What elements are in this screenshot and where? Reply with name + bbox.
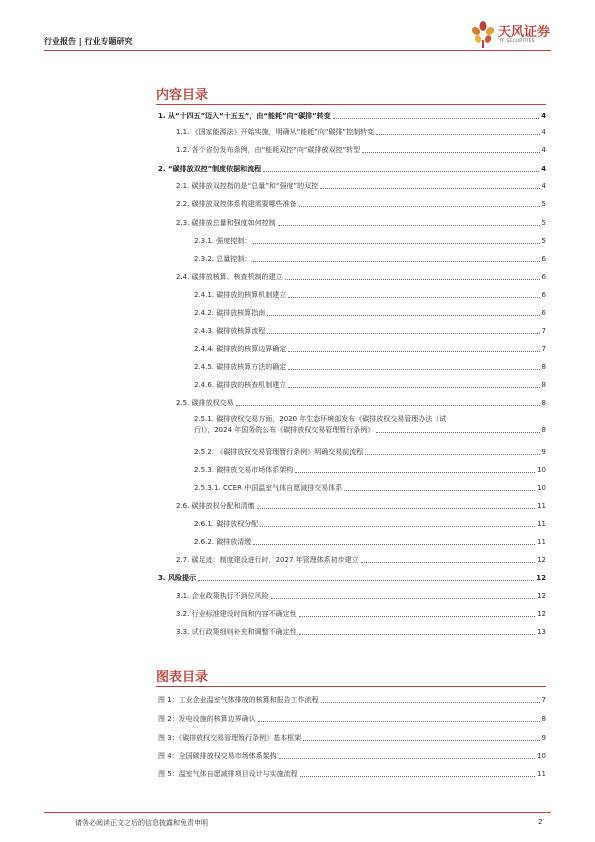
toc-entry-text: 2.3. 碳排放总量和强度如何控制 [176, 219, 276, 227]
toc-leader-dots [295, 472, 535, 473]
toc-entry[interactable] [194, 325, 546, 337]
toc-leader-dots [285, 279, 540, 280]
toc-entry-page: 11 [537, 538, 546, 546]
toc-leader-dots [260, 526, 535, 527]
toc-entry-text: 2.1. 碳排放双控指的是“总量”和“强度”的双控 [176, 182, 319, 190]
figure-entry-page: 11 [537, 770, 546, 778]
toc-entry-page: 4 [541, 165, 546, 173]
toc-leader-dots [333, 118, 539, 119]
figure-entry-text: 图 1：工业企业温室气体排放的核算和报告工作流程 [158, 696, 319, 704]
toc-entry-text: 2.4.5. 碳排放核算方法的确定 [194, 363, 287, 371]
toc-leader-dots [288, 369, 539, 370]
toc-entry[interactable] [176, 554, 546, 566]
toc-title: 内容目录 [156, 88, 209, 103]
toc-entry-page: 5 [541, 237, 546, 245]
toc-entry-text: 2.5.3.1. CCER 中国温室气体自愿减排交易体系 [194, 484, 343, 492]
toc-entry[interactable] [194, 307, 546, 319]
toc-entry-page: 8 [541, 363, 546, 371]
toc-leader-dots [320, 188, 539, 189]
toc-entry-text: 2.3.1. 强度控制： [194, 237, 252, 245]
figure-entry-page: 8 [541, 715, 546, 723]
toc-leader-dots [267, 333, 539, 334]
toc-leader-dots [299, 206, 540, 207]
toc-entry-page: 4 [541, 182, 546, 190]
figures-title-rule [156, 686, 546, 687]
toc-leader-dots [253, 243, 539, 244]
toc-entry[interactable] [194, 253, 546, 265]
figure-entry[interactable] [158, 750, 546, 762]
toc-entry[interactable] [194, 518, 546, 530]
toc-entry-text: 2.6.2. 碳排放清缴 [194, 538, 252, 546]
toc-entry-text: 2. “碳排放双控”制度依据和流程 [158, 165, 262, 173]
toc-entry-text: 2.4.2. 碳排放核算指南 [194, 309, 266, 317]
toc-entry[interactable] [176, 144, 546, 156]
toc-entry-text: 2.2. 碳排放双控体系构建需要哪些准备 [176, 200, 297, 208]
logo-flower-icon [470, 20, 496, 48]
toc-leader-dots [303, 740, 539, 741]
toc-entry-page: 6 [541, 291, 546, 299]
toc-entry[interactable] [194, 343, 546, 355]
toc-leader-dots [253, 261, 539, 262]
toc-entry-page: 12 [537, 592, 546, 600]
toc-entry[interactable] [176, 126, 546, 138]
footer-divider [44, 812, 551, 813]
toc-entry-text: 1.1. 《国家能源法》开始实施，明确从“能耗”向“碳排”控制转变 [176, 128, 375, 136]
toc-entry[interactable] [194, 414, 546, 436]
toc-entry-page: 6 [541, 309, 546, 317]
toc-entry[interactable] [158, 163, 546, 175]
figure-entry[interactable] [158, 713, 546, 725]
toc-entry[interactable] [176, 590, 546, 602]
figure-entry-page: 10 [537, 752, 546, 760]
toc-entry-page: 7 [541, 345, 546, 353]
toc-leader-dots [263, 171, 539, 172]
toc-entry-text: 2.4.3. 碳排放核算流程 [194, 327, 266, 335]
toc-leader-dots [258, 721, 540, 722]
toc-entry-page: 7 [541, 327, 546, 335]
toc-entry-line2 [194, 425, 546, 436]
figure-entry-text: 图 4：全国碳排放权交易市场体系架构 [158, 752, 277, 760]
toc-entry-text: 3.1. 企业政策执行不到位风险 [176, 592, 269, 600]
toc-entry-text: 2.5.2. 《碳排放权交易管理暂行条例》明确交易前流程 [194, 448, 364, 456]
toc-entry-page: 11 [537, 502, 546, 510]
figure-entry-text: 图 3：《碳排放权交易管理暂行条例》基本框架 [158, 734, 302, 742]
toc-leader-dots [288, 351, 539, 352]
figure-entry-text: 图 2：发电设施的核算边界确认 [158, 715, 256, 723]
toc-entry[interactable] [194, 536, 546, 548]
logo-english-name: TF SECURITIES [499, 39, 535, 44]
figures-title: 图表目录 [156, 670, 209, 685]
report-category: 行业报告 | 行业专题研究 [44, 37, 133, 46]
toc-entry[interactable] [176, 500, 546, 512]
toc-entry[interactable] [176, 626, 546, 638]
toc-entry-text: 2.6.1. 碳排放权分配 [194, 520, 259, 528]
toc-entry-text: 2.5.3. 碳排放交易市场体系架构 [194, 466, 294, 474]
toc-leader-dots [279, 758, 535, 759]
toc-entry-text: 3.3. 试行政策细则补充和调整不确定性 [176, 628, 297, 636]
toc-entry[interactable] [194, 482, 546, 494]
toc-entry-page: 10 [537, 484, 546, 492]
toc-leader-dots [257, 508, 535, 509]
toc-leader-dots [361, 562, 535, 563]
toc-entry-page: 4 [541, 112, 546, 120]
toc-entry-page: 4 [541, 128, 546, 136]
toc-entry[interactable] [158, 572, 546, 584]
toc-entry[interactable] [194, 446, 546, 458]
header-divider [44, 50, 551, 51]
toc-entry[interactable] [194, 464, 546, 476]
toc-leader-dots [236, 405, 540, 406]
toc-entry[interactable] [176, 397, 546, 409]
toc-entry[interactable] [176, 608, 546, 620]
company-logo [470, 20, 560, 50]
toc-entry-page: 12 [537, 610, 546, 618]
toc-entry[interactable] [194, 235, 546, 247]
toc-entry-text-line1: 2.5.1. 碳排放权交易方面，2020 年生态环境部发布《碳排放权交易管理办法（试 [194, 415, 447, 423]
toc-entry-text: 2.4.6. 碳排放的核查机制建立 [194, 381, 287, 389]
toc-leader-dots [288, 297, 539, 298]
toc-entry[interactable] [176, 217, 546, 229]
toc-entry-page: 6 [541, 273, 546, 281]
toc-leader-dots [299, 616, 535, 617]
toc-leader-dots [271, 598, 535, 599]
toc-entry[interactable] [194, 379, 546, 391]
toc-entry-page: 10 [537, 466, 546, 474]
toc-entry[interactable] [194, 289, 546, 301]
toc-entry-text: 2.4.4. 碳排放的核算边界确定 [194, 345, 287, 353]
toc-entry-text: 2.6. 碳排放权分配和清缴 [176, 502, 255, 510]
toc-entry[interactable] [176, 271, 546, 283]
toc-leader-dots [288, 387, 539, 388]
toc-entry-page: 6 [541, 255, 546, 263]
toc-entry-text: 3. 风险提示 [158, 574, 196, 582]
toc-leader-dots [321, 702, 540, 703]
toc-entry-text: 2.5. 碳排放权交易 [176, 399, 234, 407]
toc-entry-page: 5 [541, 219, 546, 227]
toc-entry-page: 8 [541, 426, 546, 434]
toc-entry[interactable] [194, 361, 546, 373]
toc-leader-dots [267, 315, 539, 316]
toc-entry-page: 12 [536, 574, 546, 582]
figure-entry-page: 7 [541, 696, 546, 704]
toc-entry-page: 12 [537, 556, 546, 564]
toc-leader-dots [253, 544, 535, 545]
toc-leader-dots [299, 634, 535, 635]
figure-entry[interactable] [158, 732, 546, 744]
toc-entry-text: 2.4. 碳排放核算、核查机制的建立 [176, 273, 283, 281]
figure-entry[interactable] [158, 768, 546, 780]
toc-entry-page: 13 [537, 628, 546, 636]
figure-entry-text: 图 5：温室气体自愿减排项目设计与实施流程 [158, 770, 298, 778]
toc-leader-dots [365, 454, 539, 455]
toc-entry-page: 8 [541, 399, 546, 407]
toc-title-rule [156, 104, 546, 105]
toc-entry-text: 1. 从“十四五”迈入“十五五”，由“能耗”向“碳排”转变 [158, 112, 331, 120]
toc-entry[interactable] [176, 180, 546, 192]
toc-leader-dots [198, 580, 534, 581]
logo-chinese-name: 天风证券 [498, 25, 551, 40]
toc-entry-text: 3.2. 行业标准建设时间和内容不确定性 [176, 610, 297, 618]
footer-disclaimer: 请务必阅读正文之后的信息披露和免责申明 [75, 819, 208, 827]
toc-leader-dots [376, 134, 539, 135]
toc-leader-dots [376, 432, 539, 433]
toc-entry-text: 1.2. 各个省份发布条例，由“能耗双控”向“碳排放双控”转型 [176, 146, 361, 154]
page-number: 2 [538, 818, 543, 826]
toc-leader-dots [362, 152, 539, 153]
toc-entry-text-line2: 行)》，2024 年国务院公布《碳排放权交易管理暂行条例》 [194, 426, 375, 434]
toc-entry[interactable] [158, 110, 546, 122]
toc-leader-dots [300, 776, 535, 777]
toc-entry-page: 11 [537, 520, 546, 528]
toc-entry-text: 2.4.1. 碳排放的核算机制建立 [194, 291, 287, 299]
figure-entry-page: 9 [541, 734, 546, 742]
toc-entry-page: 5 [541, 200, 546, 208]
toc-entry-page: 9 [541, 448, 546, 456]
toc-entry-page: 8 [541, 381, 546, 389]
toc-leader-dots [344, 490, 535, 491]
toc-entry-text: 2.3.2. 总量控制： [194, 255, 252, 263]
figure-entry[interactable] [158, 694, 546, 706]
toc-entry-page: 4 [541, 146, 546, 154]
toc-leader-dots [278, 225, 540, 226]
toc-entry[interactable] [176, 198, 546, 210]
toc-entry-text: 2.7. 碳足迹：制度建设进行时，2027 年管理体系初步建立 [176, 556, 359, 564]
